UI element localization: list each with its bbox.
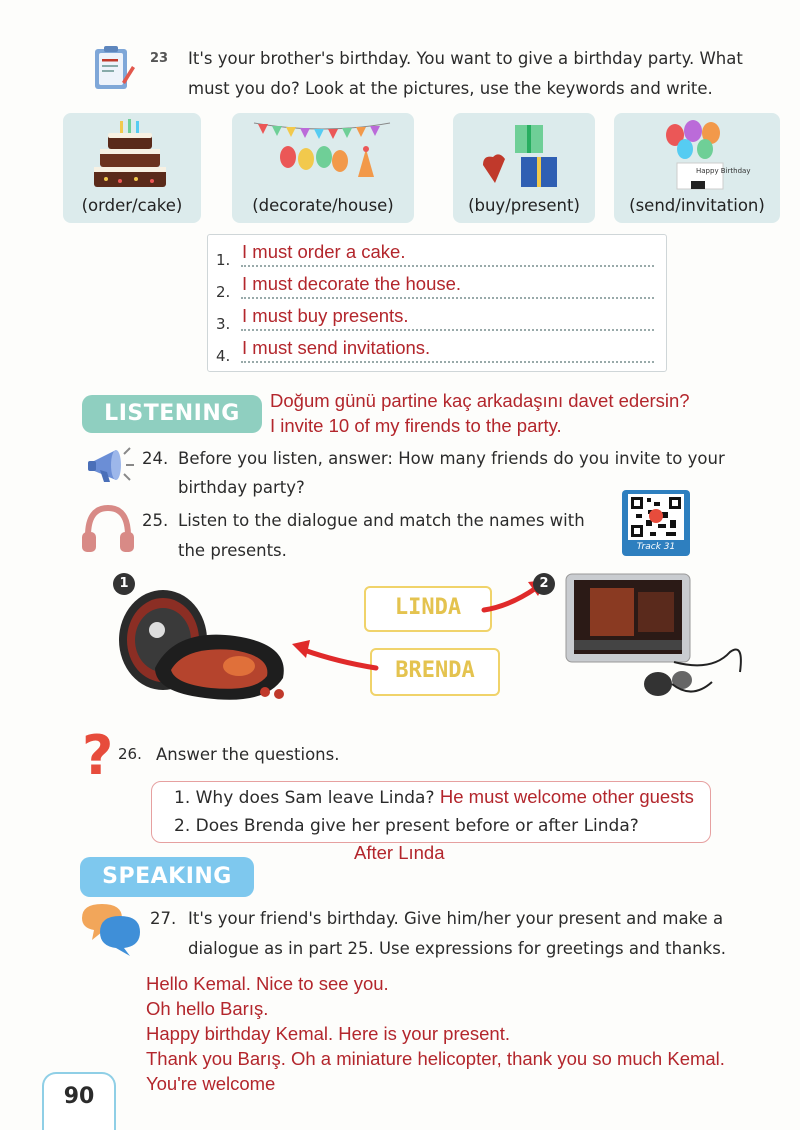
picture-caption: (buy/present) bbox=[468, 196, 580, 215]
answer-row bbox=[216, 333, 658, 365]
question-1: 1. Why does Sam leave Linda? bbox=[174, 788, 435, 808]
megaphone-icon bbox=[86, 442, 136, 488]
answer-number: 3. bbox=[216, 315, 231, 333]
task-27-number: 27. bbox=[150, 909, 177, 928]
qr-code[interactable] bbox=[622, 490, 690, 556]
race-track-toy-image bbox=[115, 588, 295, 712]
task-23-number: 23 bbox=[150, 51, 169, 66]
task-24-line1: Before you listen, answer: How many friends do you invite to your bbox=[178, 449, 725, 468]
answer-1: He must welcome other guests bbox=[439, 786, 694, 807]
speech-bubbles-icon bbox=[80, 902, 142, 956]
decorations-icon bbox=[252, 119, 392, 189]
dialogue-line: Hello Kemal. Nice to see you. bbox=[146, 973, 389, 994]
answer-line[interactable] bbox=[241, 265, 654, 267]
page-number: 90 bbox=[42, 1072, 116, 1130]
picture-number-1: 1 bbox=[113, 573, 135, 595]
question-row-1 bbox=[174, 786, 694, 808]
answer-row bbox=[216, 301, 658, 333]
picture-number-2: 2 bbox=[533, 573, 555, 595]
media-player-image bbox=[562, 572, 748, 712]
task-24-line2: birthday party? bbox=[178, 478, 305, 497]
qr-track-label: Track 31 bbox=[636, 542, 676, 552]
answer-row bbox=[216, 269, 658, 301]
headphones-icon bbox=[80, 502, 136, 554]
task-25-line2: the presents. bbox=[178, 541, 287, 560]
speaking-banner: SPEAKING bbox=[80, 857, 254, 897]
invitation-card-text: Happy Birthday bbox=[696, 167, 751, 175]
answer-2: After Lında bbox=[354, 842, 445, 863]
task-23-instruction-line1: It's your brother's birthday. You want to give a birthday party. What bbox=[188, 49, 743, 68]
question-mark-icon: ? bbox=[82, 724, 114, 787]
answer-text: I must send invitations. bbox=[242, 337, 431, 358]
question-row-2 bbox=[174, 816, 639, 836]
dialogue-line: Thank you Barış. Oh a miniature helicopter, thank you so much Kemal. bbox=[146, 1048, 725, 1069]
cake-icon bbox=[90, 119, 170, 191]
match-arrow-brenda bbox=[288, 636, 380, 676]
answer-number: 4. bbox=[216, 347, 231, 365]
picture-caption: (order/cake) bbox=[81, 196, 183, 215]
task-27-line1: It's your friend's birthday. Give him/her your present and make a bbox=[188, 909, 724, 928]
answer-line[interactable] bbox=[241, 329, 654, 331]
task-26-instruction: Answer the questions. bbox=[156, 745, 340, 764]
writing-icon bbox=[92, 44, 136, 92]
task-25-line1: Listen to the dialogue and match the names with bbox=[178, 511, 585, 530]
answer-text: I must decorate the house. bbox=[242, 273, 462, 294]
invitation-icon bbox=[647, 119, 747, 191]
picture-caption: (decorate/house) bbox=[252, 196, 394, 215]
answer-text: I must buy presents. bbox=[242, 305, 409, 326]
picture-caption: (send/invitation) bbox=[629, 196, 765, 215]
task-24-number: 24. bbox=[142, 449, 169, 468]
task-25-number: 25. bbox=[142, 511, 169, 530]
picture-decorate-house bbox=[232, 113, 414, 223]
question-2: 2. Does Brenda give her present before or after Linda? bbox=[174, 816, 639, 836]
name-tag-brenda[interactable]: BRENDA bbox=[370, 648, 500, 696]
task-23-instruction-line2: must you do? Look at the pictures, use the keywords and write. bbox=[188, 79, 713, 98]
task-26-number: 26. bbox=[118, 745, 142, 763]
listening-note-question: Doğum günü partine kaç arkadaşını davet edersin? bbox=[270, 390, 690, 411]
task-27-line2: dialogue as in part 25. Use expressions for greetings and thanks. bbox=[188, 939, 727, 958]
answer-number: 2. bbox=[216, 283, 231, 301]
answer-number: 1. bbox=[216, 251, 231, 269]
answer-box bbox=[207, 234, 667, 372]
answer-line[interactable] bbox=[241, 297, 654, 299]
presents-icon bbox=[477, 121, 567, 193]
dialogue-line: Happy birthday Kemal. Here is your present. bbox=[146, 1023, 511, 1044]
answer-line[interactable] bbox=[241, 361, 654, 363]
picture-send-invitation bbox=[614, 113, 780, 223]
answer-text: I must order a cake. bbox=[242, 241, 406, 262]
picture-order-cake bbox=[63, 113, 201, 223]
questions-box bbox=[151, 781, 711, 843]
picture-buy-present bbox=[453, 113, 595, 223]
listening-note-answer: I invite 10 of my firends to the party. bbox=[270, 415, 562, 436]
dialogue-line: You're welcome bbox=[146, 1073, 276, 1094]
name-tag-linda[interactable]: LINDA bbox=[364, 586, 492, 632]
dialogue-line: Oh hello Barış. bbox=[146, 998, 269, 1019]
listening-banner: LISTENING bbox=[82, 395, 262, 433]
answer-row bbox=[216, 237, 658, 269]
